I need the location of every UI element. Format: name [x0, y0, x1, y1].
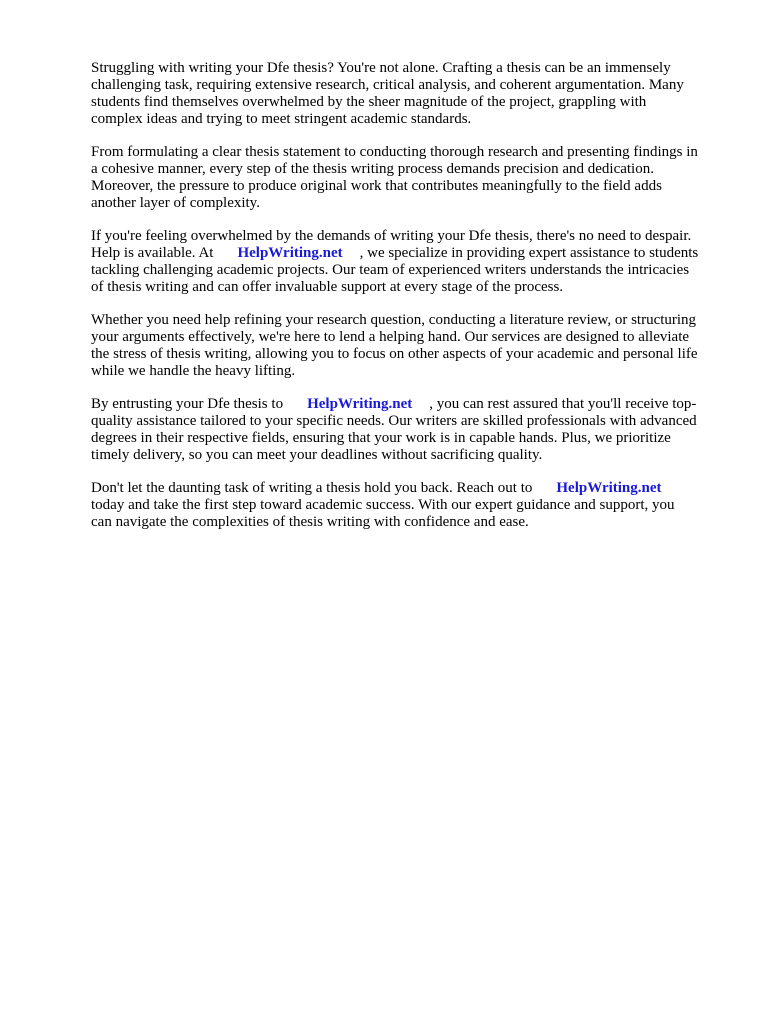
document-body — [91, 60, 721, 547]
text-segment: Help is available. At — [91, 245, 214, 261]
paragraph-1 — [91, 60, 721, 128]
text-line: tackling challenging academic projects. Our team of experienced writers understands the intricacies — [91, 262, 690, 278]
helpwriting-link[interactable]: HelpWriting.net — [556, 480, 662, 496]
text-segment: , we specialize in providing expert assistance to students — [359, 245, 699, 261]
helpwriting-link[interactable]: HelpWriting.net — [307, 396, 413, 412]
paragraph-4 — [91, 312, 721, 380]
text-line: timely delivery, so you can meet your deadlines without sacrificing quality. — [91, 447, 543, 463]
text-line — [91, 480, 721, 497]
text-segment: By entrusting your Dfe thesis to — [91, 396, 284, 412]
text-line: degrees in their respective fields, ensuring that your work is in capable hands. Plus, we prioritize — [91, 430, 671, 446]
text-line — [91, 245, 721, 262]
text-line: quality assistance tailored to your specific needs. Our writers are skilled professionals with advanced — [91, 413, 697, 429]
text-line — [91, 396, 721, 413]
text-line: complex ideas and trying to meet stringent academic standards. — [91, 111, 472, 127]
text-segment: , you can rest assured that you'll receive top- — [429, 396, 697, 412]
text-segment: Don't let the daunting task of writing a thesis hold you back. Reach out to — [91, 480, 533, 496]
text-line: can navigate the complexities of thesis writing with confidence and ease. — [91, 514, 529, 530]
helpwriting-link[interactable]: HelpWriting.net — [237, 245, 343, 261]
text-line: If you're feeling overwhelmed by the demands of writing your Dfe thesis, there's no need to despair. — [91, 228, 692, 244]
text-line: today and take the first step toward academic success. With our expert guidance and support, you — [91, 497, 675, 513]
text-line: Struggling with writing your Dfe thesis? You're not alone. Crafting a thesis can be an immensely — [91, 60, 671, 76]
text-line: Moreover, the pressure to produce original work that contributes meaningfully to the field adds — [91, 178, 662, 194]
paragraph-5 — [91, 396, 721, 464]
paragraph-3 — [91, 228, 721, 296]
text-line: while we handle the heavy lifting. — [91, 363, 296, 379]
text-line: From formulating a clear thesis statement to conducting thorough research and presenting findings in — [91, 144, 698, 160]
text-line: another layer of complexity. — [91, 195, 260, 211]
text-line: students find themselves overwhelmed by the sheer magnitude of the project, grappling with — [91, 94, 647, 110]
text-line: of thesis writing and can offer invaluable support at every stage of the process. — [91, 279, 564, 295]
text-line: Whether you need help refining your research question, conducting a literature review, or structuring — [91, 312, 697, 328]
text-line: a cohesive manner, every step of the thesis writing process demands precision and dedication. — [91, 161, 654, 177]
paragraph-6 — [91, 480, 721, 531]
text-line: the stress of thesis writing, allowing you to focus on other aspects of your academic and personal life — [91, 346, 698, 362]
paragraph-2 — [91, 144, 721, 212]
text-line: challenging task, requiring extensive research, critical analysis, and coherent argumentation. Many — [91, 77, 684, 93]
text-line: your arguments effectively, we're here to lend a helping hand. Our services are designed to alleviate — [91, 329, 690, 345]
